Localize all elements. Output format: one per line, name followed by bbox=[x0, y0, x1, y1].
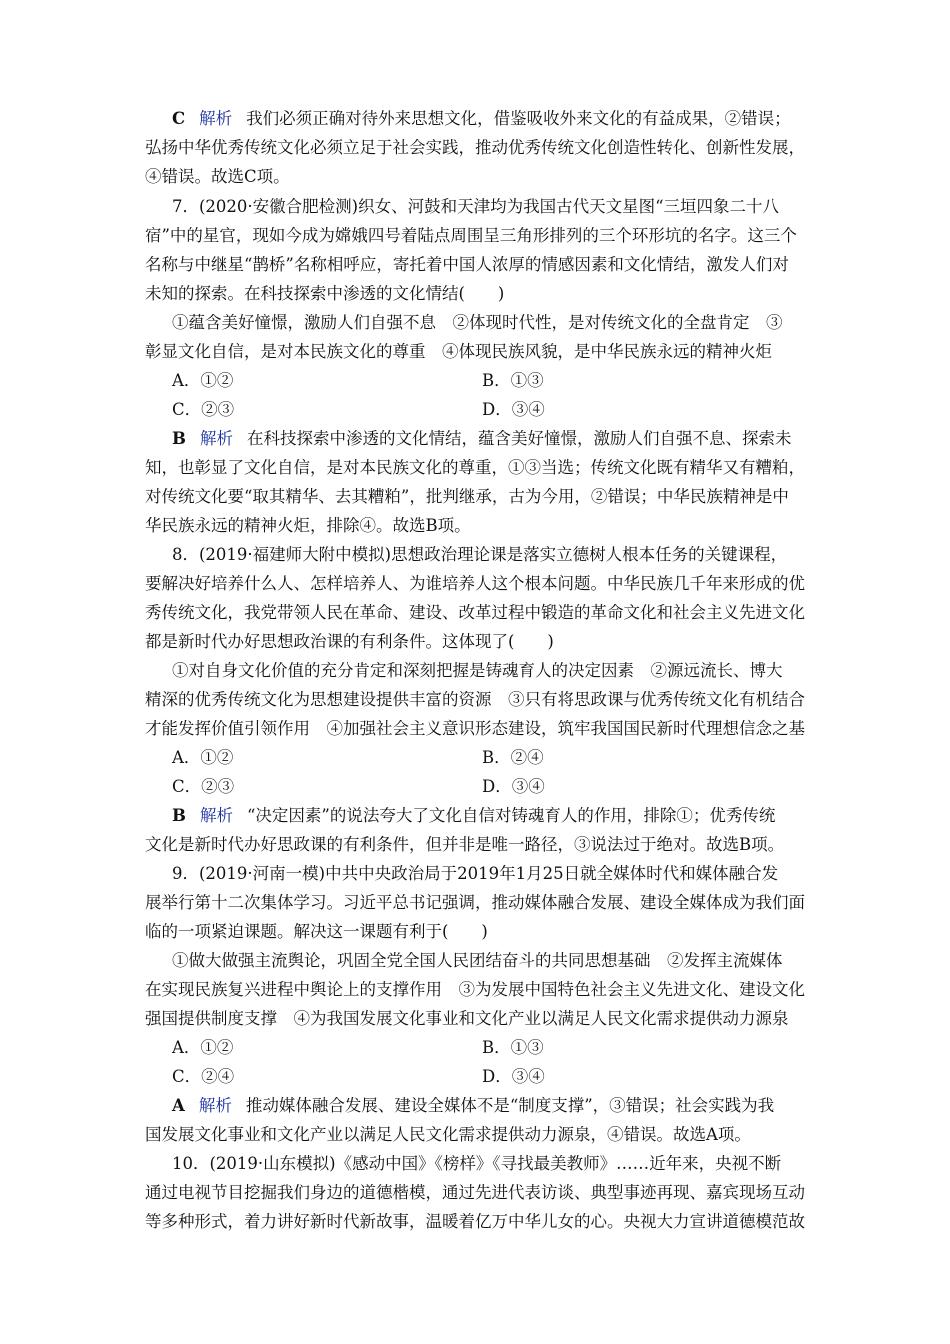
answer-explanation-line bbox=[0, 104, 950, 133]
paragraph-line: 知，也彰显了文化自信，是对本民族文化的尊重，①③当选；传统文化既有精华又有糟粕， bbox=[145, 458, 805, 477]
paragraph-line: 彰显文化自信，是对本民族文化的尊重 ④体现民族风貌，是中华民族永远的精神火炬 bbox=[145, 342, 772, 361]
option-right: B．②④ bbox=[482, 748, 544, 767]
analysis-label: 解析 bbox=[199, 109, 233, 128]
paragraph-line: 临的一项紧迫课题。解决这一课题有利于( ) bbox=[145, 922, 488, 941]
paragraph-first-line: 8．(2019·福建师大附中模拟)思想政治理论课是落实立德树人根本任务的关键课程， bbox=[172, 545, 788, 564]
paragraph-line: 在实现民族复兴进程中舆论上的支撑作用 ③为发展中国特色社会主义先进文化、建设文化 bbox=[145, 980, 805, 999]
option-right: B．①③ bbox=[482, 1038, 544, 1057]
explanation-text: “决定因素”的说法夸大了文化自信对铸魂育人的作用，排除①；优秀传统 bbox=[246, 806, 776, 825]
paragraph-first-line: 9．(2019·河南一模)中共中央政治局于2019年1月25日就全媒体时代和媒体融合发 bbox=[172, 864, 779, 883]
option-left: A．①② bbox=[172, 748, 234, 767]
paragraph-first-line: 10．(2019·山东模拟)《感动中国》《榜样》《寻找最美教师》……近年来，央视不断 bbox=[172, 1154, 782, 1173]
paragraph-line: 展举行第十二次集体学习。习近平总书记强调，推动媒体融合发展、建设全媒体成为我们面 bbox=[145, 893, 805, 912]
paragraph-line: 要解决好培养什么人、怎样培养人、为谁培养人这个根本问题。中华民族几千年来形成的优 bbox=[145, 574, 805, 593]
option-left: C．②③ bbox=[172, 777, 235, 796]
explanation-text: 在科技探索中渗透的文化情结，蕴含美好憧憬，激励人们自强不息、探索未 bbox=[246, 429, 792, 448]
paragraph-line: 文化是新时代办好思政课的有利条件，但并非是唯一路径，③说法过于绝对。故选B项。 bbox=[145, 835, 785, 854]
answer-letter: B bbox=[172, 429, 186, 448]
paragraph-line: 对传统文化要“取其精华、去其糟粕”，批判继承，古为今用，②错误；中华民族精神是中 bbox=[145, 487, 789, 506]
paragraph-line: 未知的探索。在科技探索中渗透的文化情结( ) bbox=[145, 284, 505, 303]
answer-explanation-line bbox=[0, 1091, 950, 1120]
paragraph-first-line: ①做大做强主流舆论，巩固全党全国人民团结奋斗的共同思想基础 ②发挥主流媒体 bbox=[172, 951, 783, 970]
paragraph-first-line: ①蕴含美好憧憬，激励人们自强不息 ②体现时代性，是对传统文化的全盘肯定 ③ bbox=[172, 313, 783, 332]
paragraph-line: 强国提供制度支撑 ④为我国发展文化事业和文化产业以满足人民文化需求提供动力源泉 bbox=[145, 1009, 789, 1028]
paragraph-line: 弘扬中华优秀传统文化必须立足于社会实践，推动优秀传统文化创造性转化、创新性发展， bbox=[145, 138, 805, 157]
paragraph-line: 华民族永远的精神火炬，排除④。故选B项。 bbox=[145, 516, 471, 535]
option-right: D．③④ bbox=[482, 777, 545, 796]
paragraph-line: 都是新时代办好思想政治课的有利条件。这体现了( ) bbox=[145, 632, 554, 651]
option-left: C．②④ bbox=[172, 1067, 235, 1086]
answer-letter: B bbox=[172, 806, 186, 825]
option-right: D．③④ bbox=[482, 400, 545, 419]
paragraph-line: 名称与中继星“鹊桥”名称相呼应，寄托着中国人浓厚的情感因素和文化情结，激发人们对 bbox=[145, 255, 789, 274]
option-right: D．③④ bbox=[482, 1067, 545, 1086]
answer-letter: A bbox=[172, 1096, 185, 1115]
paragraph-line: 国发展文化事业和文化产业以满足人民文化需求提供动力源泉，④错误。故选A项。 bbox=[145, 1125, 751, 1144]
paragraph-line: 秀传统文化，我党带领人民在革命、建设、改革过程中锻造的革命文化和社会主义先进文化 bbox=[145, 603, 805, 622]
paragraph-line: 宿”中的星官，现如今成为嫦娥四号着陆点周围呈三角形排列的三个环形坑的名字。这三个 bbox=[145, 226, 797, 245]
analysis-label: 解析 bbox=[199, 429, 233, 448]
answer-explanation-line bbox=[0, 801, 950, 830]
answer-explanation-line bbox=[0, 424, 950, 453]
paragraph-line: ④错误。故选C项。 bbox=[145, 167, 290, 186]
paragraph-line: 才能发挥价值引领作用 ④加强社会主义意识形态建设，筑牢我国国民新时代理想信念之基 bbox=[145, 719, 805, 738]
paragraph-line: 通过电视节目挖掘我们身边的道德楷模，通过先进代表访谈、典型事迹再现、嘉宾现场互动 bbox=[145, 1183, 805, 1202]
paragraph-first-line: 7．(2020·安徽合肥检测)织女、河鼓和天津均为我国古代天文星图“三垣四象二十八 bbox=[172, 197, 780, 216]
analysis-label: 解析 bbox=[199, 806, 233, 825]
explanation-text: 我们必须正确对待外来思想文化，借鉴吸收外来文化的有益成果，②错误； bbox=[246, 109, 791, 128]
option-left: A．①② bbox=[172, 371, 234, 390]
answer-letter: C bbox=[172, 109, 186, 128]
option-left: A．①② bbox=[172, 1038, 234, 1057]
option-left: C．②③ bbox=[172, 400, 235, 419]
paragraph-line: 等多种形式，着力讲好新时代新故事，温暖着亿万中华儿女的心。央视大力宣讲道德模范故 bbox=[145, 1212, 805, 1231]
option-right: B．①③ bbox=[482, 371, 544, 390]
explanation-text: 推动媒体融合发展、建设全媒体不是“制度支撑”，③错误；社会实践为我 bbox=[245, 1096, 775, 1115]
paragraph-line: 精深的优秀传统文化为思想建设提供丰富的资源 ③只有将思政课与优秀传统文化有机结合 bbox=[145, 690, 805, 709]
paragraph-first-line: ①对自身文化价值的充分肯定和深刻把握是铸魂育人的决定因素 ②源远流长、博大 bbox=[172, 661, 783, 680]
analysis-label: 解析 bbox=[198, 1096, 232, 1115]
